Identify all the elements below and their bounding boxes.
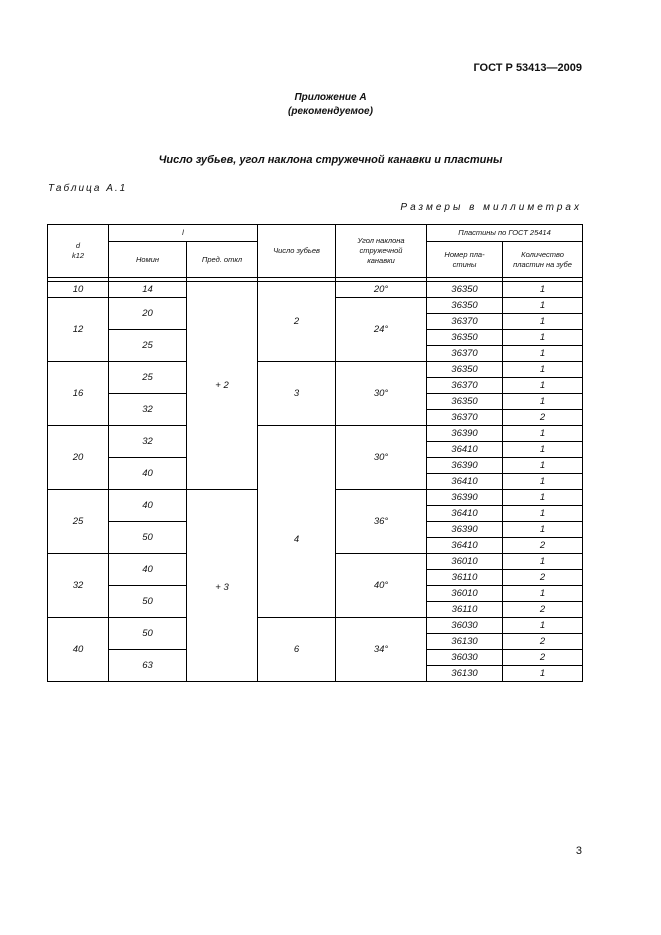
plate-qty-cell: 1	[503, 522, 583, 538]
d-cell: 20	[48, 426, 109, 490]
angle-cell: 24°	[336, 298, 427, 362]
plate-qty-cell: 1	[503, 586, 583, 602]
appendix-subtitle: (рекомендуемое)	[288, 106, 373, 117]
plate-number-cell: 36390	[427, 522, 503, 538]
plate-qty-cell: 1	[503, 506, 583, 522]
l-nominal-cell: 50	[109, 618, 187, 650]
plate-number-cell: 36030	[427, 650, 503, 666]
plate-qty-cell: 1	[503, 330, 583, 346]
angle-cell: 36°	[336, 490, 427, 554]
plate-qty-cell: 1	[503, 458, 583, 474]
plate-qty-cell: 1	[503, 490, 583, 506]
header-plates: Пластины по ГОСТ 25414	[427, 225, 583, 242]
d-cell: 12	[48, 298, 109, 362]
plate-number-cell: 36390	[427, 426, 503, 442]
l-nominal-cell: 32	[109, 426, 187, 458]
plate-number-cell: 36350	[427, 394, 503, 410]
plate-number-cell: 36130	[427, 666, 503, 682]
l-nominal-cell: 40	[109, 554, 187, 586]
header-angle: Угол наклона стружечной канавки	[336, 225, 427, 278]
appendix-title: Приложение А	[294, 92, 367, 103]
table-label: Таблица А.1	[48, 183, 128, 194]
l-tolerance-cell: + 2	[187, 282, 258, 490]
plate-number-cell: 36370	[427, 314, 503, 330]
l-nominal-cell: 14	[109, 282, 187, 298]
plate-number-cell: 36370	[427, 410, 503, 426]
plate-number-cell: 36110	[427, 602, 503, 618]
plate-number-cell: 36350	[427, 298, 503, 314]
plate-qty-cell: 2	[503, 602, 583, 618]
table-row	[48, 426, 583, 442]
d-cell: 16	[48, 362, 109, 426]
teeth-cell: 3	[258, 362, 336, 426]
l-nominal-cell: 50	[109, 586, 187, 618]
d-cell: 10	[48, 282, 109, 298]
plate-qty-cell: 1	[503, 298, 583, 314]
plate-qty-cell: 1	[503, 282, 583, 298]
plate-number-cell: 36010	[427, 586, 503, 602]
teeth-cell: 2	[258, 282, 336, 362]
l-nominal-cell: 25	[109, 362, 187, 394]
l-nominal-cell: 63	[109, 650, 187, 682]
d-cell: 25	[48, 490, 109, 554]
header-d-tolerance: k12	[71, 251, 85, 260]
plate-qty-cell: 1	[503, 618, 583, 634]
plate-number-cell: 36390	[427, 458, 503, 474]
plate-qty-cell: 2	[503, 410, 583, 426]
units-note: Размеры в миллиметрах	[400, 202, 582, 213]
plate-qty-cell: 1	[503, 378, 583, 394]
plate-number-cell: 36130	[427, 634, 503, 650]
angle-cell: 30°	[336, 426, 427, 490]
plate-number-cell: 36010	[427, 554, 503, 570]
plate-qty-cell: 1	[503, 554, 583, 570]
plate-number-cell: 36370	[427, 378, 503, 394]
header-tolerance: Пред. откл	[187, 242, 258, 278]
plate-qty-cell: 1	[503, 666, 583, 682]
teeth-cell: 6	[258, 618, 336, 682]
table-row	[48, 282, 583, 298]
teeth-cell: 4	[258, 426, 336, 618]
plate-qty-cell: 1	[503, 394, 583, 410]
l-nominal-cell: 20	[109, 298, 187, 330]
d-cell: 40	[48, 618, 109, 682]
plate-number-cell: 36110	[427, 570, 503, 586]
l-nominal-cell: 32	[109, 394, 187, 426]
plate-qty-cell: 2	[503, 650, 583, 666]
spec-table	[47, 224, 583, 682]
angle-cell: 40°	[336, 554, 427, 618]
l-nominal-cell: 40	[109, 490, 187, 522]
header-nominal: Номин	[109, 242, 187, 278]
plate-qty-cell: 1	[503, 362, 583, 378]
header-plate-number: Номер пла-стины	[427, 242, 503, 278]
header-d	[48, 225, 109, 278]
plate-qty-cell: 2	[503, 538, 583, 554]
plate-qty-cell: 2	[503, 570, 583, 586]
l-nominal-cell: 40	[109, 458, 187, 490]
header-d-symbol: d	[75, 241, 81, 250]
plate-number-cell: 36030	[427, 618, 503, 634]
plate-number-cell: 36350	[427, 282, 503, 298]
header-teeth: Число зубьев	[258, 225, 336, 278]
l-nominal-cell: 25	[109, 330, 187, 362]
angle-cell: 34°	[336, 618, 427, 682]
table-row	[48, 362, 583, 378]
plate-number-cell: 36410	[427, 506, 503, 522]
d-cell: 32	[48, 554, 109, 618]
angle-cell: 20°	[336, 282, 427, 298]
plate-qty-cell: 1	[503, 426, 583, 442]
plate-number-cell: 36410	[427, 538, 503, 554]
plate-number-cell: 36350	[427, 362, 503, 378]
plate-number-cell: 36410	[427, 474, 503, 490]
plate-qty-cell: 1	[503, 442, 583, 458]
section-title: Число зубьев, угол наклона стружечной канавки и пластины	[158, 154, 503, 166]
plate-qty-cell: 1	[503, 474, 583, 490]
table-row	[48, 618, 583, 634]
plate-qty-cell: 2	[503, 634, 583, 650]
plate-number-cell: 36350	[427, 330, 503, 346]
l-nominal-cell: 50	[109, 522, 187, 554]
plate-number-cell: 36390	[427, 490, 503, 506]
header-l: l	[109, 225, 258, 242]
header-row	[48, 225, 583, 242]
l-tolerance-cell: + 3	[187, 490, 258, 682]
plate-number-cell: 36410	[427, 442, 503, 458]
header-quantity: Количество пластин на зубе	[503, 242, 583, 278]
document-code: ГОСТ Р 53413—2009	[473, 62, 582, 74]
page-number: 3	[575, 845, 582, 857]
plate-qty-cell: 1	[503, 346, 583, 362]
angle-cell: 30°	[336, 362, 427, 426]
appendix-heading	[0, 91, 661, 119]
plate-number-cell: 36370	[427, 346, 503, 362]
plate-qty-cell: 1	[503, 314, 583, 330]
